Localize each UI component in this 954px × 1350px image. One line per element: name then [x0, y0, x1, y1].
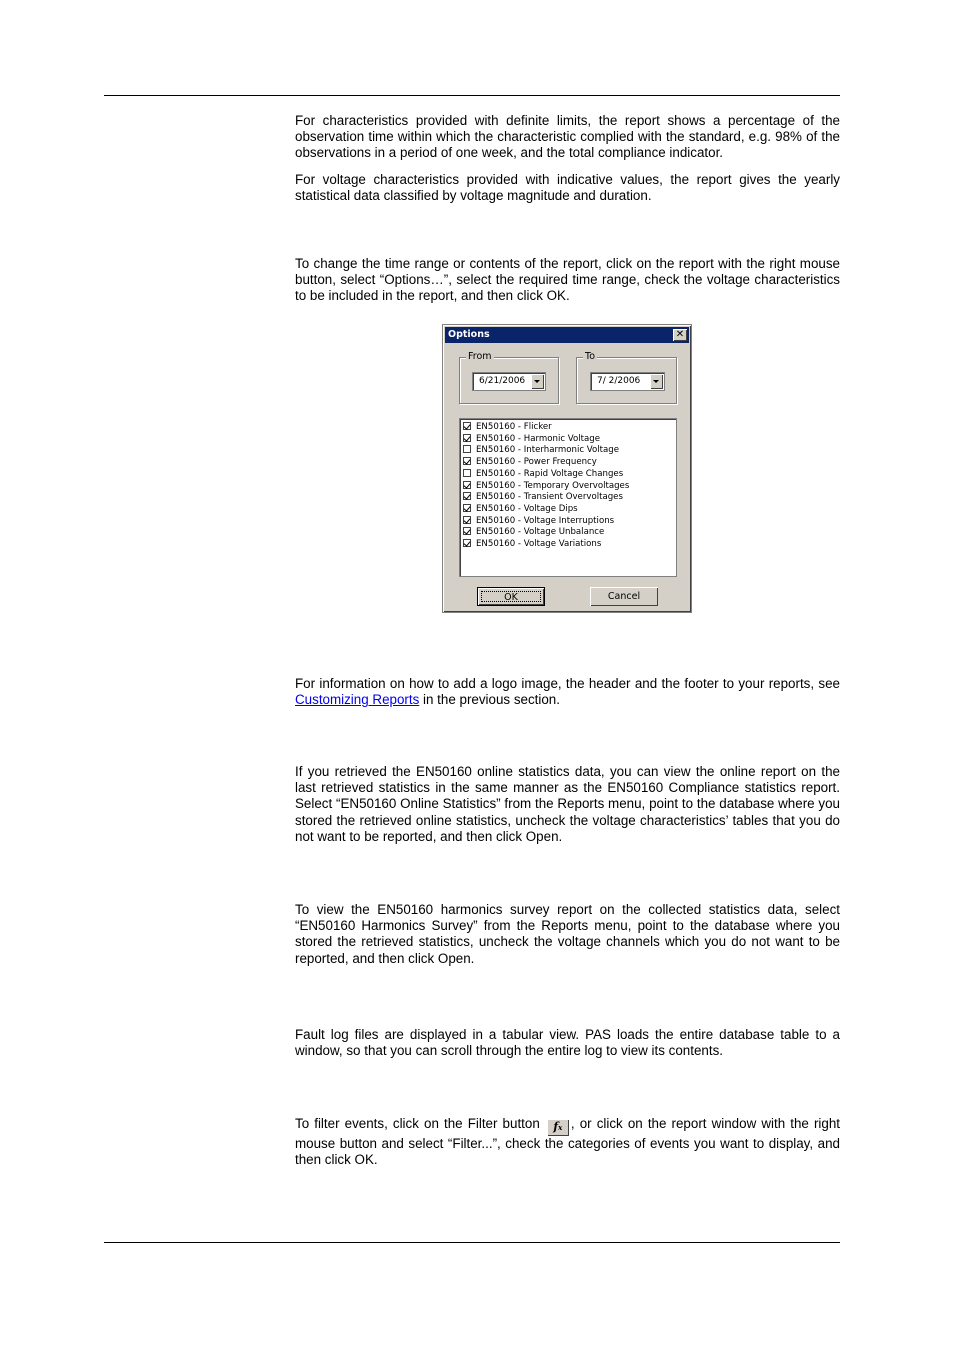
list-item-label: EN50160 - Rapid Voltage Changes: [476, 468, 624, 479]
list-item[interactable]: [463, 469, 623, 481]
list-item-label: EN50160 - Voltage Unbalance: [476, 527, 605, 538]
checkbox-unchecked[interactable]: [463, 445, 471, 453]
list-item[interactable]: [463, 516, 614, 528]
from-label: From: [468, 351, 492, 362]
chevron-down-icon[interactable]: [650, 374, 663, 389]
paragraph-filter-events: [295, 1116, 840, 1168]
checkbox-checked[interactable]: [463, 527, 471, 535]
checkbox-checked[interactable]: [463, 539, 471, 547]
customizing-text-after: in the previous section.: [419, 692, 560, 708]
list-item-label: EN50160 - Flicker: [476, 422, 552, 432]
to-label: To: [585, 351, 596, 362]
to-group: [576, 351, 677, 404]
list-item[interactable]: [463, 422, 552, 434]
paragraph-definite-limits: For characteristics provided with definite limits, the report shows a percentage of the observation time within which the characteristic complied with the standard, e.g. 98% of the observations in a period of one week, and the total compliance indicator.: [295, 113, 840, 161]
list-item[interactable]: [463, 445, 619, 457]
list-item-label: EN50160 - Harmonic Voltage: [476, 433, 601, 444]
list-item[interactable]: [463, 504, 578, 516]
list-item-label: EN50160 - Voltage Interruptions: [476, 515, 615, 526]
checkbox-checked[interactable]: [463, 457, 471, 465]
footer-rule: [104, 1242, 840, 1243]
customizing-reports-link[interactable]: Customizing Reports: [295, 692, 420, 708]
paragraph-online-statistics: If you retrieved the EN50160 online statistics data, you can view the online report on the last retrieved statistics in the same manner as the EN50160 Compliance statistics report. Select “EN50160 Online Statistics” from the Reports menu, point to the database where you stored the retrieved online statistics, uncheck the voltage characteristics’ tables that you do not want to be reported, and then click Open.: [295, 764, 840, 844]
close-icon[interactable]: ✕: [673, 329, 687, 341]
dialog-titlebar: [445, 327, 689, 343]
to-date-value: 7/ 2/2006: [597, 376, 641, 386]
list-item-label: EN50160 - Transient Overvoltages: [476, 492, 623, 503]
cancel-button-label: Cancel: [607, 591, 641, 602]
checkbox-checked[interactable]: [463, 492, 471, 500]
checkbox-unchecked[interactable]: [463, 469, 471, 477]
filter-text-after: , or click on the report window with the right mouse button and select “Filter...”, check the categories of events you want to display, and then click OK.: [295, 1116, 841, 1168]
from-date-value: 6/21/2006: [479, 376, 526, 386]
checkbox-checked[interactable]: [463, 504, 471, 512]
header-rule: [104, 95, 840, 96]
list-item[interactable]: [463, 492, 623, 504]
list-item[interactable]: [463, 481, 629, 493]
customizing-text-before: For information on how to add a logo image, the header and the footer to your reports, see: [295, 676, 840, 691]
list-item-label: EN50160 - Interharmonic Voltage: [476, 445, 620, 456]
checkbox-checked[interactable]: [463, 422, 471, 430]
from-group: [459, 351, 559, 404]
paragraph-fault-log: Fault log files are displayed in a tabular view. PAS loads the entire database table to a window, so that you can scroll through the entire log to view its contents.: [295, 1027, 840, 1059]
list-item[interactable]: [463, 434, 600, 446]
filter-fx-icon[interactable]: fx: [547, 1119, 569, 1136]
to-date-picker[interactable]: [590, 372, 665, 391]
characteristics-list[interactable]: [459, 418, 677, 577]
checkbox-checked[interactable]: [463, 434, 471, 442]
list-item[interactable]: [463, 457, 597, 469]
ok-button[interactable]: [477, 587, 545, 606]
paragraph-indicative-values: For voltage characteristics provided with indicative values, the report gives the yearly statistical data classified by voltage magnitude and duration.: [295, 172, 840, 204]
list-item[interactable]: [463, 539, 601, 551]
paragraph-change-options: To change the time range or contents of the report, click on the report with the right mouse button, select “Options…”, select the required time range, check the voltage characteristics to be included in the report, and then click OK.: [295, 256, 840, 304]
cancel-button[interactable]: [590, 587, 658, 606]
list-item-label: EN50160 - Power Frequency: [476, 457, 597, 468]
paragraph-harmonics-survey: To view the EN50160 harmonics survey report on the collected statistics data, select “EN50160 Harmonics Survey” from the Reports menu, point to the database where you stored the retrieved statistics, uncheck the voltage channels which you do not want to be reported, and then click Open.: [295, 902, 840, 966]
list-item[interactable]: [463, 527, 604, 539]
from-date-picker[interactable]: [472, 372, 546, 391]
filter-text-before: To filter events, click on the Filter button: [295, 1116, 545, 1131]
list-item-label: EN50160 - Voltage Dips: [476, 503, 578, 514]
checkbox-checked[interactable]: [463, 516, 471, 524]
checkbox-checked[interactable]: [463, 481, 471, 489]
dialog-title: Options: [448, 329, 490, 340]
options-dialog: [442, 324, 692, 613]
list-item-label: EN50160 - Temporary Overvoltages: [476, 480, 630, 491]
chevron-down-icon[interactable]: [531, 374, 544, 389]
ok-button-label: OK: [504, 592, 518, 603]
paragraph-customizing: [295, 676, 840, 708]
list-item-label: EN50160 - Voltage Variations: [476, 539, 602, 549]
